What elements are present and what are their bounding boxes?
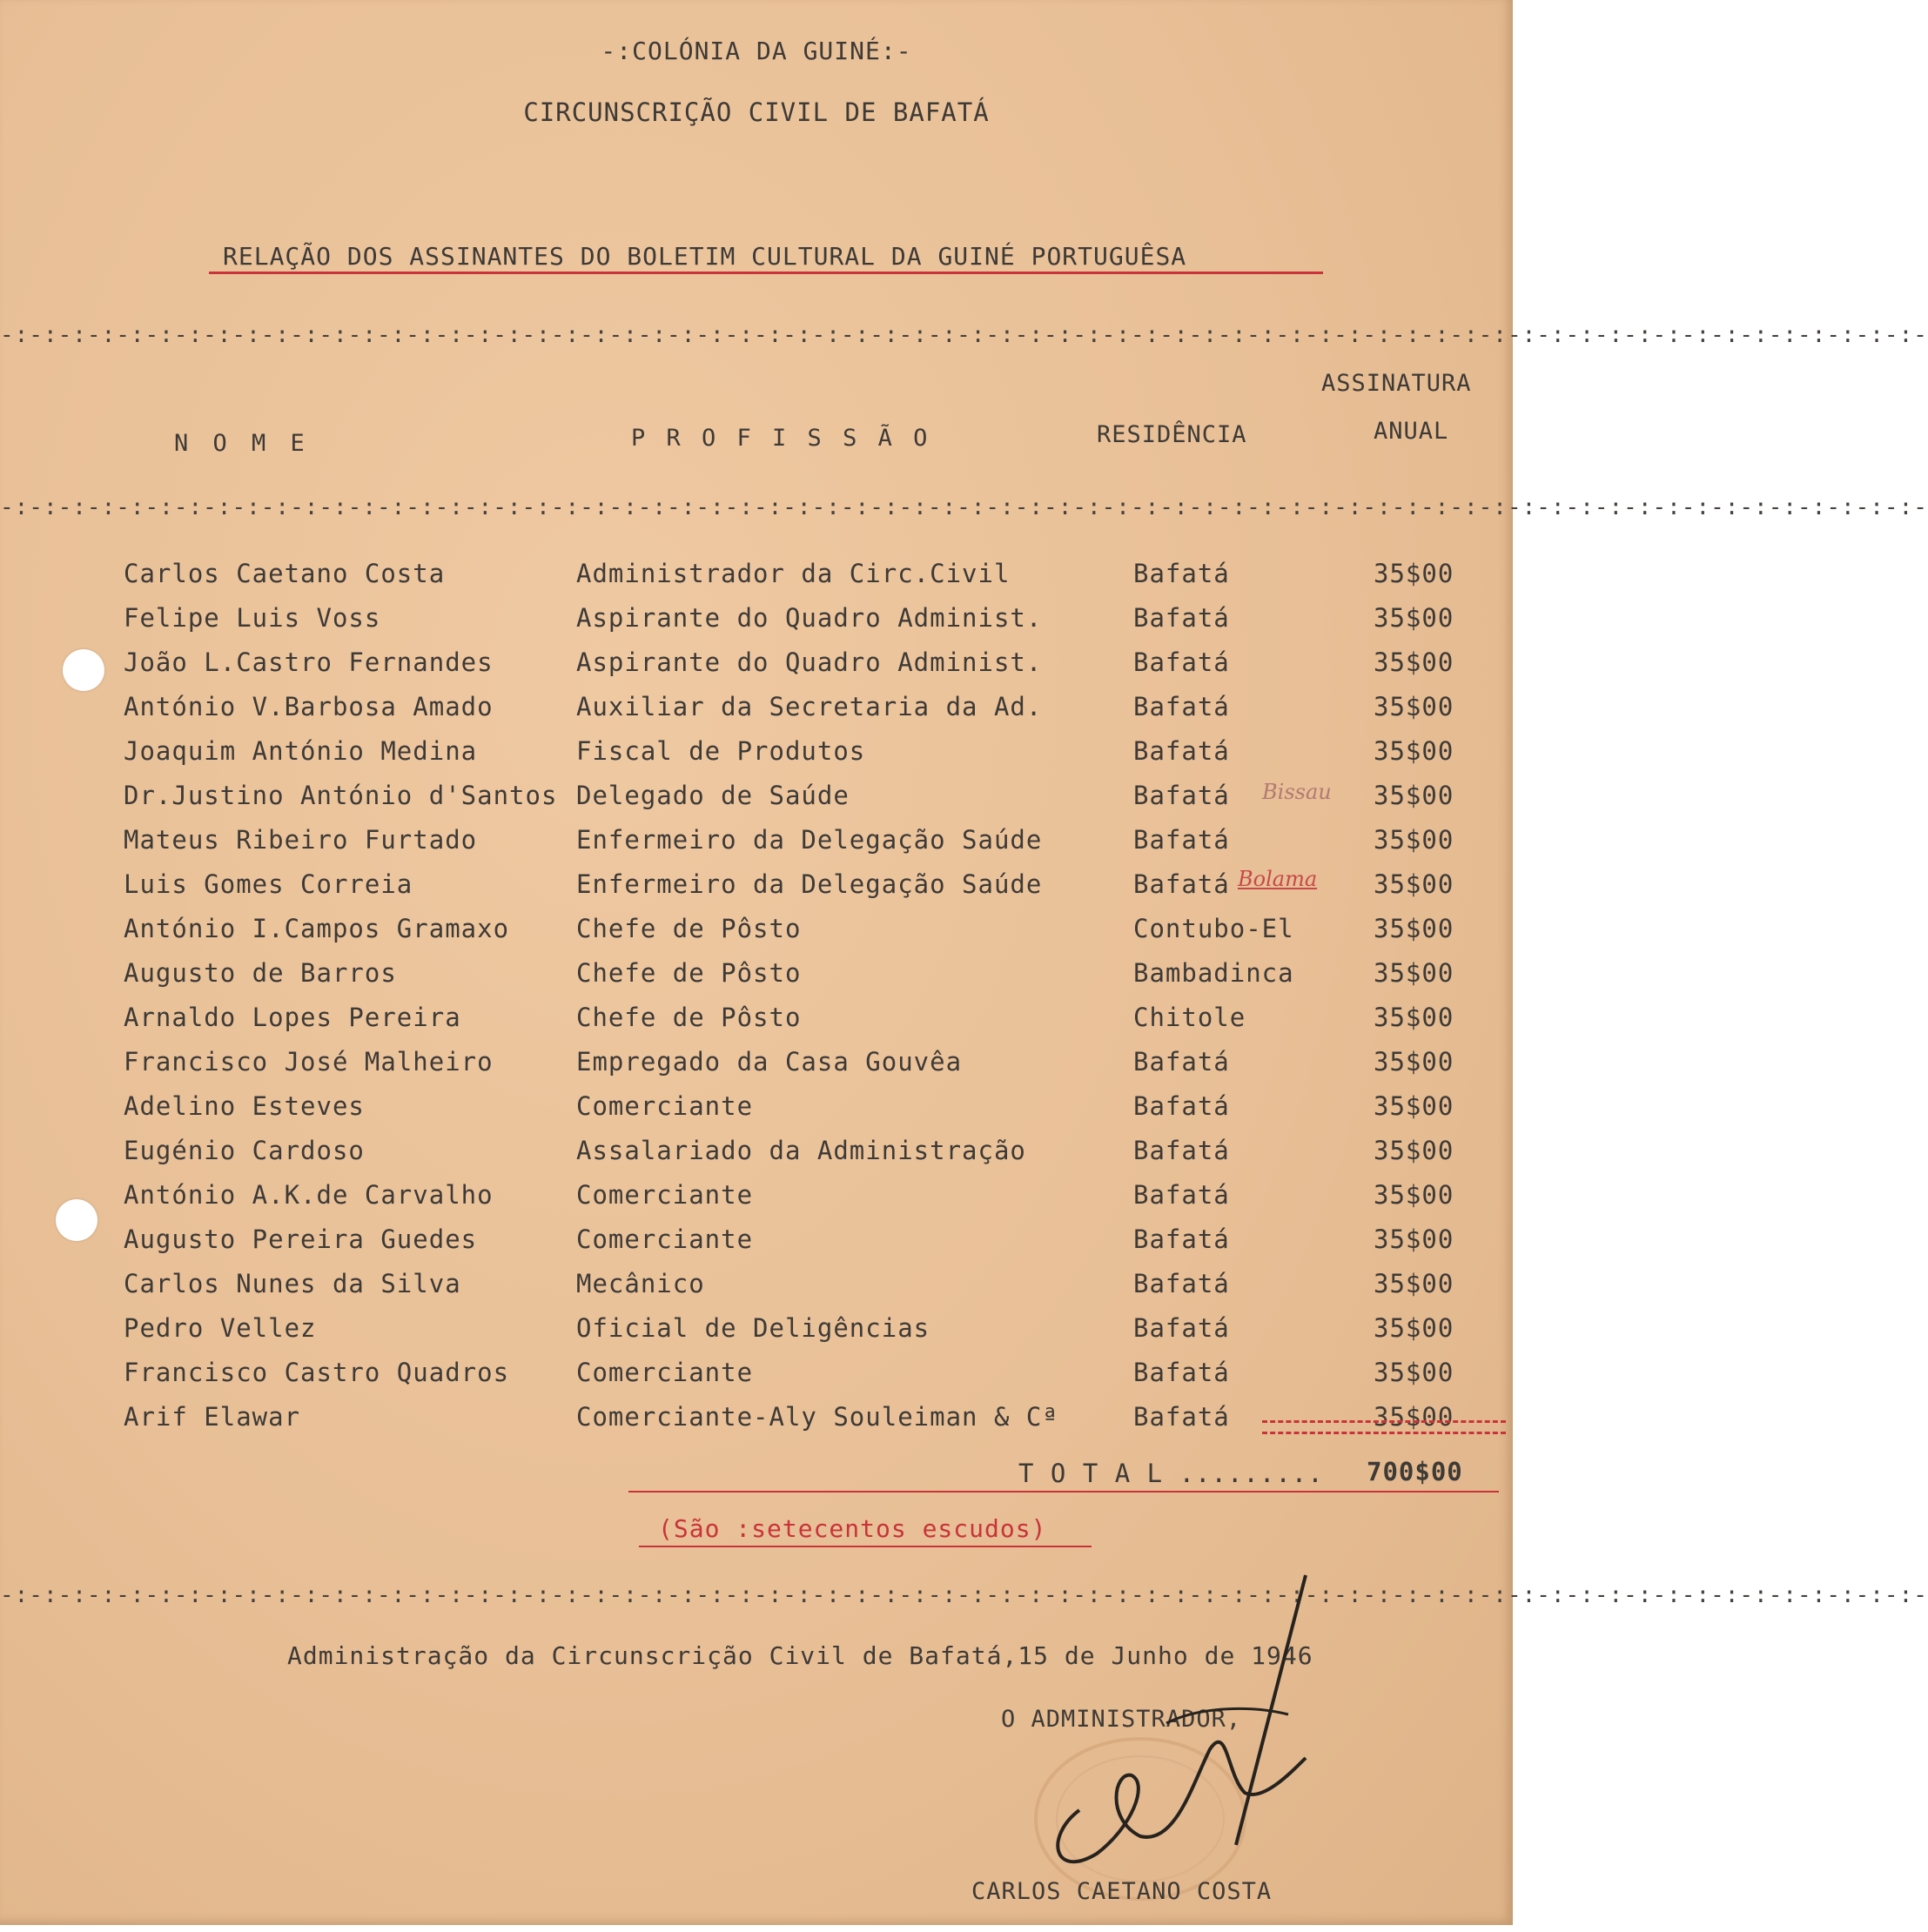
cell-profissao: Assalariado da Administração <box>576 1136 1026 1165</box>
cell-valor: 35$00 <box>1374 603 1454 633</box>
cell-residencia: Chitole <box>1133 1003 1246 1032</box>
cell-valor: 35$00 <box>1374 869 1454 899</box>
cell-residencia: Bafatá <box>1133 1269 1230 1298</box>
cell-valor: 35$00 <box>1374 1358 1454 1387</box>
col-header-residencia: RESIDÊNCIA <box>1097 421 1247 448</box>
cell-valor: 35$00 <box>1374 1224 1454 1254</box>
table-row <box>0 1180 1513 1215</box>
table-row <box>0 914 1513 949</box>
signatory-name: CARLOS CAETANO COSTA <box>971 1878 1273 1905</box>
cell-valor: 35$00 <box>1374 1047 1454 1077</box>
cell-valor: 35$00 <box>1374 1091 1454 1121</box>
cell-profissao: Comerciante-Aly Souleiman & Cª <box>576 1402 1058 1432</box>
table-row <box>0 603 1513 638</box>
cell-profissao: Mecânico <box>576 1269 705 1298</box>
administrator-role: O ADMINISTRADOR, <box>1001 1706 1242 1733</box>
cell-nome: António V.Barbosa Amado <box>124 692 494 721</box>
cell-profissao: Comerciante <box>576 1091 754 1121</box>
cell-profissao: Comerciante <box>576 1224 754 1254</box>
document-title: RELAÇÃO DOS ASSINANTES DO BOLETIM CULTURAL DA GUINÉ PORTUGUÊSA <box>223 242 1187 271</box>
cell-valor: 35$00 <box>1374 958 1454 988</box>
cell-residencia: Bafatá <box>1133 1358 1230 1387</box>
cell-valor: 35$00 <box>1374 914 1454 943</box>
cell-profissao: Empregado da Casa Gouvêa <box>576 1047 963 1077</box>
table-row <box>0 958 1513 993</box>
place-and-date: Administração da Circunscrição Civil de Bafatá,15 de Junho de 1946 <box>287 1641 1313 1670</box>
cell-nome: Carlos Caetano Costa <box>124 559 446 588</box>
total-label: T O T A L ......... <box>1018 1459 1324 1488</box>
separator-line: -:-:-:-:-:-:-:-:-:-:-:-:-:-:-:-:-:-:-:-:-:-:-:-:-:-:-:-:-:-:-:-:-:-:-:-:-:-:-:-:-:-:-:-:-:-:-:-:-:-:-:-:-:-:-:-:-:-:-:-:-:-:-:-:-:-:- <box>0 494 1928 520</box>
cell-nome: António A.K.de Carvalho <box>124 1180 494 1210</box>
cell-valor: 35$00 <box>1374 1003 1454 1032</box>
cell-nome: Arif Elawar <box>124 1402 301 1432</box>
cell-profissao: Fiscal de Produtos <box>576 736 866 766</box>
table-row <box>0 692 1513 727</box>
cell-profissao: Aspirante do Quadro Administ. <box>576 647 1043 677</box>
cell-valor: 35$00 <box>1374 692 1454 721</box>
signature-mark <box>1027 1575 1323 1888</box>
table-row <box>0 1003 1513 1037</box>
cell-nome: Arnaldo Lopes Pereira <box>124 1003 461 1032</box>
cell-nome: Francisco José Malheiro <box>124 1047 494 1077</box>
cell-valor: 35$00 <box>1374 781 1454 810</box>
table-row <box>0 1091 1513 1126</box>
colony-heading: -:COLÓNIA DA GUINÉ:- <box>601 37 912 65</box>
cell-nome: António I.Campos Gramaxo <box>124 914 510 943</box>
cell-nome: Francisco Castro Quadros <box>124 1358 510 1387</box>
cell-profissao: Chefe de Pôsto <box>576 958 802 988</box>
cell-nome: Joaquim António Medina <box>124 736 478 766</box>
cell-valor: 35$00 <box>1374 1313 1454 1343</box>
cell-nome: Carlos Nunes da Silva <box>124 1269 461 1298</box>
cell-profissao: Delegado de Saúde <box>576 781 850 810</box>
cell-profissao: Aspirante do Quadro Administ. <box>576 603 1043 633</box>
col-header-assinatura: ASSINATURA <box>1321 370 1472 397</box>
cell-residencia: Bafatá <box>1133 1047 1230 1077</box>
cell-profissao: Oficial de Deligências <box>576 1313 930 1343</box>
total-in-words: (São :setecentos escudos) <box>658 1514 1047 1543</box>
cell-profissao: Comerciante <box>576 1358 754 1387</box>
handwritten-note-bissau: Bissau <box>1262 780 1332 804</box>
cell-residencia: Bafatá <box>1133 781 1230 810</box>
cell-nome: João L.Castro Fernandes <box>124 647 494 677</box>
separator-line: -:-:-:-:-:-:-:-:-:-:-:-:-:-:-:-:-:-:-:-:-:-:-:-:-:-:-:-:-:-:-:-:-:-:-:-:-:-:-:-:-:-:-:-:-:-:-:-:-:-:-:-:-:-:-:-:-:-:-:-:-:-:-:-:-:-:- <box>0 322 1928 348</box>
cell-valor: 35$00 <box>1374 647 1454 677</box>
cell-valor: 35$00 <box>1374 1180 1454 1210</box>
cell-valor: 35$00 <box>1374 1402 1454 1432</box>
cell-residencia: Bafatá <box>1133 869 1230 899</box>
total-double-rule <box>1262 1420 1506 1434</box>
cell-profissao: Auxiliar da Secretaria da Ad. <box>576 692 1043 721</box>
cell-residencia: Bafatá <box>1133 736 1230 766</box>
cell-profissao: Enfermeiro da Delegação Saúde <box>576 869 1043 899</box>
total-value: 700$00 <box>1367 1457 1463 1486</box>
cell-nome: Mateus Ribeiro Furtado <box>124 825 478 855</box>
col-header-anual: ANUAL <box>1374 418 1449 445</box>
cell-residencia: Bafatá <box>1133 603 1230 633</box>
table-row <box>0 1136 1513 1171</box>
cell-valor: 35$00 <box>1374 825 1454 855</box>
cell-valor: 35$00 <box>1374 1269 1454 1298</box>
cell-residencia: Bafatá <box>1133 1091 1230 1121</box>
table-row <box>0 1269 1513 1304</box>
cell-nome: Luis Gomes Correia <box>124 869 413 899</box>
cell-nome: Pedro Vellez <box>124 1313 317 1343</box>
total-underline <box>628 1491 1499 1493</box>
cell-residencia: Bafatá <box>1133 1136 1230 1165</box>
cell-residencia: Bafatá <box>1133 1402 1230 1432</box>
cell-profissao: Comerciante <box>576 1180 754 1210</box>
table-row <box>0 559 1513 594</box>
cell-profissao: Administrador da Circ.Civil <box>576 559 1011 588</box>
table-row <box>0 647 1513 682</box>
circunscricao-heading: CIRCUNSCRIÇÃO CIVIL DE BAFATÁ <box>523 97 990 127</box>
table-row <box>0 825 1513 860</box>
cell-residencia: Bafatá <box>1133 647 1230 677</box>
handwritten-note-bolama: Bolama <box>1238 867 1318 891</box>
cell-valor: 35$00 <box>1374 1136 1454 1165</box>
cell-residencia: Bafatá <box>1133 1180 1230 1210</box>
cell-residencia: Bafatá <box>1133 825 1230 855</box>
col-header-profissao: P R O F I S S Ã O <box>631 425 931 452</box>
cell-valor: 35$00 <box>1374 559 1454 588</box>
cell-residencia: Contubo-El <box>1133 914 1294 943</box>
cell-nome: Augusto de Barros <box>124 958 397 988</box>
separator-line: -:-:-:-:-:-:-:-:-:-:-:-:-:-:-:-:-:-:-:-:-:-:-:-:-:-:-:-:-:-:-:-:-:-:-:-:-:-:-:-:-:-:-:-:-:-:-:-:-:-:-:-:-:-:-:-:-:-:-:-:-:-:-:-:-:-:- <box>0 1582 1928 1608</box>
cell-residencia: Bafatá <box>1133 692 1230 721</box>
total-words-underline <box>639 1546 1092 1547</box>
cell-nome: Adelino Esteves <box>124 1091 365 1121</box>
table-row <box>0 1047 1513 1082</box>
table-row <box>0 1224 1513 1259</box>
cell-profissao: Enfermeiro da Delegação Saúde <box>576 825 1043 855</box>
cell-residencia: Bambadinca <box>1133 958 1294 988</box>
cell-profissao: Chefe de Pôsto <box>576 1003 802 1032</box>
cell-nome: Felipe Luis Voss <box>124 603 381 633</box>
cell-residencia: Bafatá <box>1133 1313 1230 1343</box>
cell-residencia: Bafatá <box>1133 559 1230 588</box>
title-underline <box>209 272 1323 274</box>
cell-nome: Dr.Justino António d'Santos <box>124 781 558 810</box>
cell-nome: Eugénio Cardoso <box>124 1136 365 1165</box>
cell-profissao: Chefe de Pôsto <box>576 914 802 943</box>
cell-valor: 35$00 <box>1374 736 1454 766</box>
table-row <box>0 1358 1513 1392</box>
cell-residencia: Bafatá <box>1133 1224 1230 1254</box>
cell-nome: Augusto Pereira Guedes <box>124 1224 478 1254</box>
col-header-nome: N O M E <box>174 430 310 457</box>
table-row <box>0 1313 1513 1348</box>
table-row <box>0 736 1513 771</box>
